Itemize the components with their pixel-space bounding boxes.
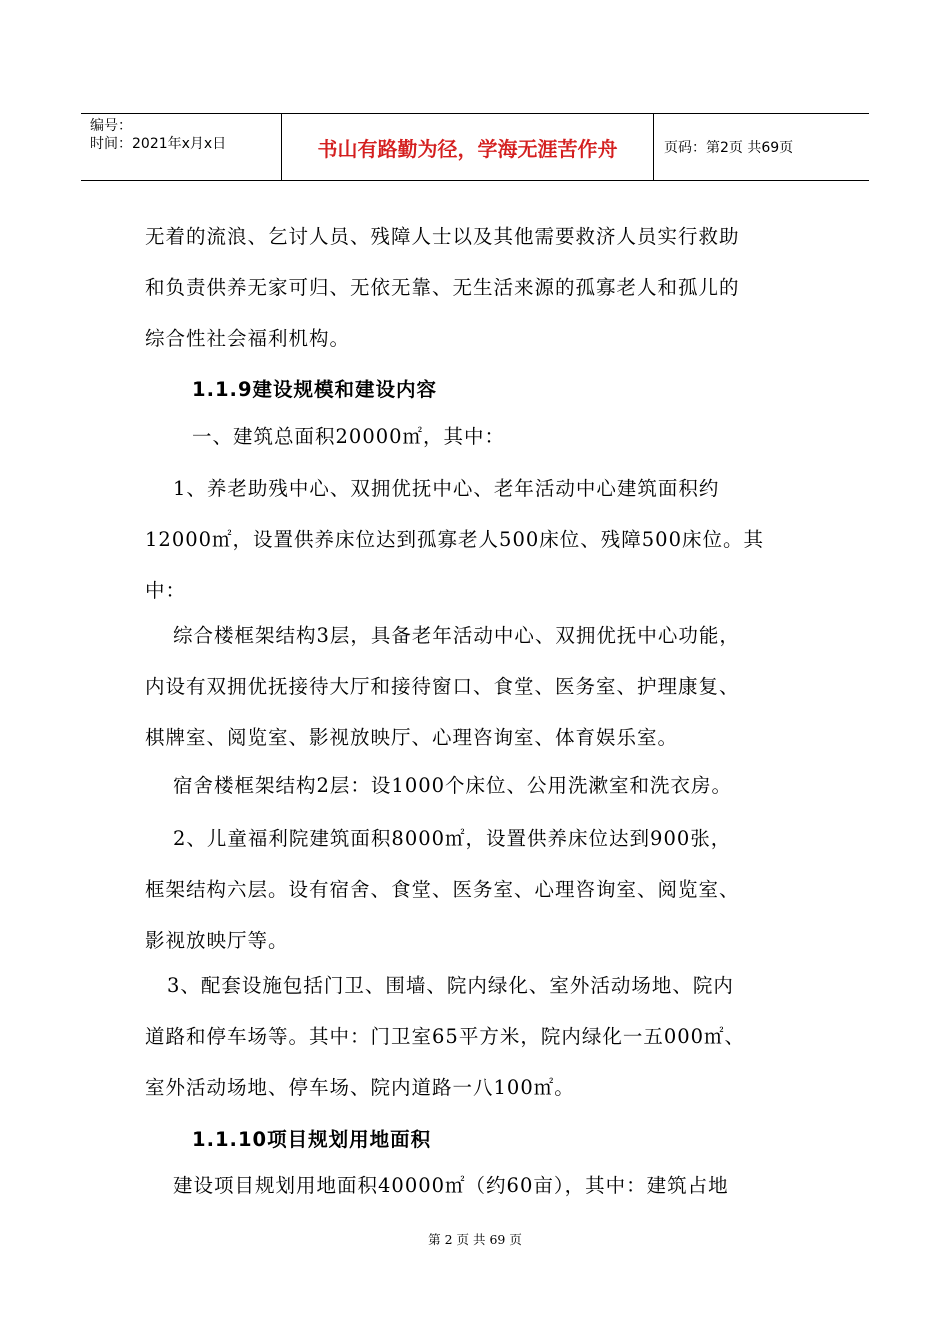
text-line: 建设项目规划用地面积40000㎡（约60亩），其中：建筑占地 <box>173 1174 729 1197</box>
text-line: 框架结构六层。设有宿舍、食堂、医务室、心理咨询室、阅览室、 <box>145 878 740 901</box>
text-line: 1、养老助残中心、双拥优抚中心、老年活动中心建筑面积约 <box>173 477 720 500</box>
text-line: 影视放映厅等。 <box>145 929 289 952</box>
text-line: 和负责供养无家可归、无依无靠、无生活来源的孤寡老人和孤儿的 <box>145 276 740 299</box>
document-date-label: 时间：2021年x月x日 <box>90 136 227 152</box>
paragraph-3 <box>145 463 825 616</box>
text-line: 12000㎡，设置供养床位达到孤寡老人500床位、残障500床位。其 <box>145 528 764 551</box>
text-line: 内设有双拥优抚接待大厅和接待窗口、食堂、医务室、护理康复、 <box>145 675 740 698</box>
section-heading-1-1-10: 1.1.10项目规划用地面积 <box>192 1128 432 1151</box>
document-number-label: 编号： <box>90 118 132 134</box>
paragraph-7 <box>145 960 825 1113</box>
text-line: 道路和停车场等。其中：门卫室65平方米，院内绿化一五000㎡、 <box>145 1025 746 1048</box>
paragraph-5 <box>145 760 825 811</box>
paragraph-6 <box>145 813 825 966</box>
text-line: 3、配套设施包括门卫、围墙、院内绿化、室外活动场地、院内 <box>167 974 734 997</box>
text-line: 宿舍楼框架结构2层：设1000个床位、公用洗漱室和洗衣房。 <box>173 774 733 797</box>
text-line: 2、儿童福利院建筑面积8000㎡，设置供养床位达到900张， <box>173 827 732 850</box>
paragraph-4 <box>145 610 825 763</box>
page-header <box>81 113 869 181</box>
text-line: 室外活动场地、停车场、院内道路一八100㎡。 <box>145 1076 575 1099</box>
header-meta <box>81 114 282 180</box>
text-line: 综合楼框架结构3层，具备老年活动中心、双拥优抚中心功能， <box>173 624 740 647</box>
paragraph-1 <box>145 211 825 364</box>
header-page-label: 页码：第2页 共69页 <box>664 140 794 156</box>
text-line: 综合性社会福利机构。 <box>145 327 351 350</box>
section-heading-1-1-9: 1.1.9建设规模和建设内容 <box>192 378 438 401</box>
paragraph-2 <box>192 411 872 462</box>
page-footer: 第 2 页 共 69 页 <box>428 1232 522 1247</box>
text-line: 棋牌室、阅览室、影视放映厅、心理咨询室、体育娱乐室。 <box>145 726 679 749</box>
text-line: 一、建筑总面积20000㎡，其中： <box>192 425 506 448</box>
paragraph-8 <box>145 1160 825 1211</box>
text-line: 无着的流浪、乞讨人员、残障人士以及其他需要救济人员实行救助 <box>145 225 740 248</box>
text-line: 中： <box>145 579 187 602</box>
header-motto: 书山有路勤为径，学海无涯苦作舟 <box>282 114 654 180</box>
